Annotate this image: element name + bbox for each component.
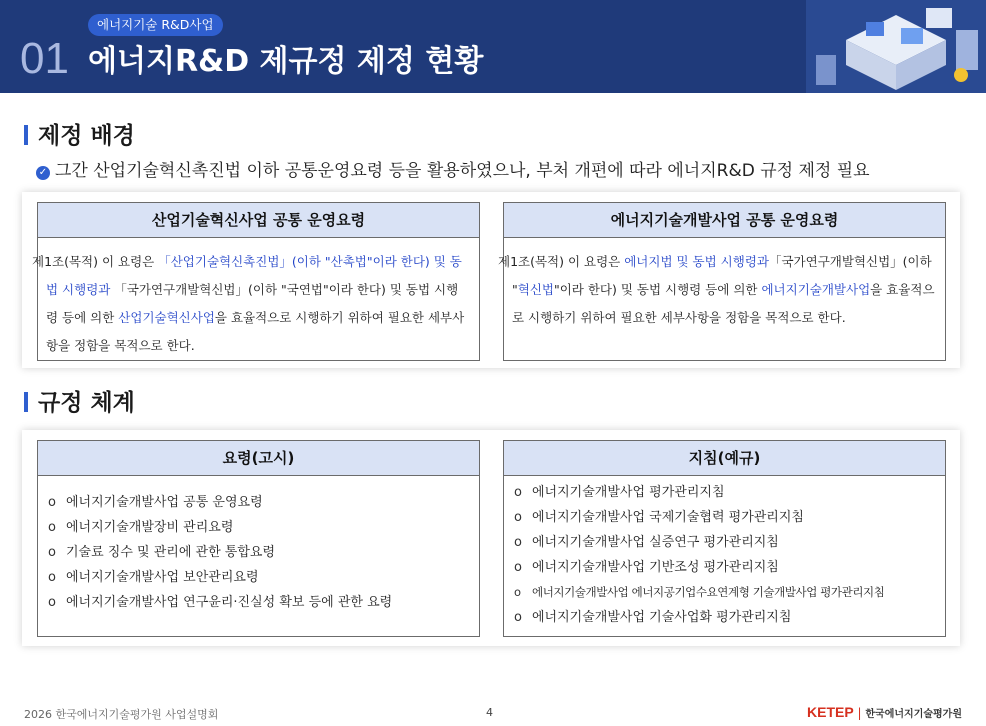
card-directive-list (503, 440, 946, 637)
list-item (48, 540, 469, 565)
check-circle-icon: ✓ (36, 166, 50, 180)
card-common-guideline-energy (498, 202, 946, 361)
list-item-text: 에너지기술개발사업 에너지공기업수요연계형 기술개발사업 평가관리지침 (532, 585, 885, 599)
card-notice-list (37, 440, 480, 637)
notice-list (48, 490, 469, 615)
bullet-icon: o (48, 570, 56, 585)
bullet-icon: o (48, 545, 56, 560)
list-item (48, 590, 469, 615)
list-item (48, 515, 469, 540)
body-text: 제1조(목적) 이 요령은 (498, 254, 625, 269)
card-body (498, 238, 945, 332)
bullet-icon: o (514, 485, 522, 500)
section-title: 규정 체계 (38, 390, 135, 416)
list-item-text: 에너지기술개발사업 평가관리지침 (532, 485, 725, 500)
list-item-text: 에너지기술개발사업 기술사업화 평가관리지침 (532, 610, 792, 625)
bullet-icon: o (514, 535, 522, 550)
card-body (32, 238, 479, 360)
list-item (48, 565, 469, 590)
highlighted-text: 산업기술혁신사업 (118, 310, 215, 325)
list-item (514, 530, 935, 555)
page-title: 에너지R&D 제규정 제정 현황 (88, 44, 484, 79)
directive-list (514, 480, 935, 630)
bullet-icon: o (514, 610, 522, 625)
card-title: 산업기술혁신사업 공통 운영요령 (38, 203, 479, 238)
list-item (514, 505, 935, 530)
bullet-icon: o (514, 560, 522, 575)
list-item (514, 555, 935, 580)
page-number: 4 (486, 706, 493, 719)
ketep-logo (807, 704, 962, 720)
bullet-icon: o (48, 495, 56, 510)
logo-name: 한국에너지기술평가원 (865, 709, 962, 720)
card-body (38, 476, 479, 615)
bullet-icon: o (48, 595, 56, 610)
category-tag: 에너지기술 R&D사업 (88, 14, 223, 36)
section-heading-background (24, 121, 135, 151)
list-item-text: 에너지기술개발사업 공통 운영요령 (66, 495, 263, 510)
body-text: 을 효율적으로 시행하기 위하여 필요한 세부사항을 정함을 목적으로 한다. (46, 310, 465, 353)
body-text: "이라 한다) 및 동법 시행령 등에 의한 (553, 282, 762, 297)
body-text: 「국가연구개발혁신법」(이하 "국연법"이라 한다) 및 동법 시행령 등에 의한 (46, 282, 459, 325)
section-number: 01 (20, 34, 69, 83)
list-item (48, 490, 469, 515)
highlighted-text: 에너지법 및 동법 시행령과 (624, 254, 769, 269)
list-item-text: 에너지기술개발장비 관리요령 (66, 520, 234, 535)
structure-panel (22, 430, 960, 646)
highlighted-text: 에너지기술개발사업 (761, 282, 871, 297)
section-marker (24, 392, 28, 412)
list-item (514, 605, 935, 630)
bullet-icon: o (48, 520, 56, 535)
list-item (514, 580, 935, 605)
section-marker (24, 125, 28, 145)
highlighted-text: 혁신법 (517, 282, 554, 297)
isometric-illustration (806, 0, 986, 93)
bullet-icon: o (514, 510, 522, 525)
logo-brand: KETEP (807, 704, 854, 720)
footer-event-name: 2026 한국에너지기술평가원 사업설명회 (24, 708, 219, 721)
list-item-text: 기술료 징수 및 관리에 관한 통합요령 (66, 545, 276, 560)
list-item-text: 에너지기술개발사업 실증연구 평가관리지침 (532, 535, 779, 550)
list-item-text: 에너지기술개발사업 국제기술협력 평가관리지침 (532, 510, 804, 525)
card-common-guideline-industry (32, 202, 480, 361)
body-text: 「국가연구개발혁신법」(이하 " (512, 254, 932, 297)
summary-line (36, 158, 870, 184)
section-heading-structure (24, 388, 135, 418)
card-body (504, 476, 945, 630)
logo-divider: | (857, 706, 862, 720)
card-title: 지침(예규) (504, 441, 945, 476)
bullet-icon: o (514, 585, 521, 599)
card-title: 에너지기술개발사업 공통 운영요령 (504, 203, 945, 238)
list-item-text: 에너지기술개발사업 연구윤리·진실성 확보 등에 관한 요령 (66, 595, 393, 610)
list-item-text: 에너지기술개발사업 기반조성 평가관리지침 (532, 560, 779, 575)
section-title: 제정 배경 (38, 123, 135, 149)
list-item-text: 에너지기술개발사업 보안관리요령 (66, 570, 259, 585)
header-banner (0, 0, 986, 93)
body-text: 제1조(목적) 이 요령은 (32, 254, 159, 269)
list-item (514, 480, 935, 505)
highlighted-text: 「산업기술혁신촉진법」(이하 "산촉법"이라 한다) 및 동법 시행령과 (46, 254, 462, 297)
body-text: 을 효율적으로 시행하기 위하여 필요한 세부사항을 정함을 목적으로 한다. (512, 282, 935, 325)
summary-text: 그간 산업기술혁신촉진법 이하 공통운영요령 등을 활용하였으나, 부처 개편에 따라 에너지R&D 규정 제정 필요 (55, 161, 870, 181)
background-panel (22, 192, 960, 368)
card-title: 요령(고시) (38, 441, 479, 476)
